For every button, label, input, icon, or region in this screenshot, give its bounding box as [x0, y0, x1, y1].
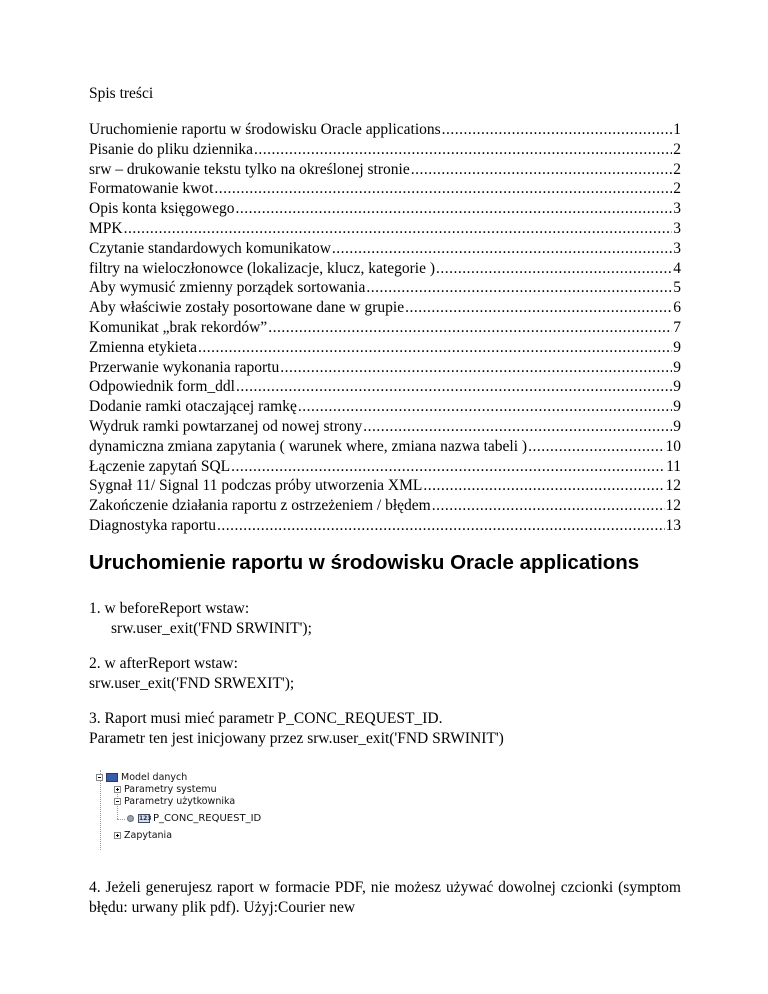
toc-leader-dots	[298, 397, 672, 417]
toc-entry-label[interactable]: Zmienna etykieta	[89, 338, 198, 356]
toc-entry-label[interactable]: dynamiczna zmiana zapytania ( warunek where, zmiana nazwa tabeli )	[89, 437, 528, 455]
tree-node-model[interactable]	[96, 772, 187, 784]
toc-entry-label[interactable]: Komunikat „brak rekordów”	[89, 318, 268, 336]
toc-leader-dots	[528, 437, 664, 457]
toc-entry-label[interactable]: Czytanie standardowych komunikatow	[89, 239, 331, 257]
toc-leader-dots	[124, 219, 673, 239]
toc-entry[interactable]	[89, 120, 681, 140]
toc-entry-page[interactable]: 9	[673, 338, 681, 356]
toc-entry[interactable]	[89, 140, 681, 160]
toc-entry[interactable]	[89, 259, 681, 279]
toc-leader-dots	[280, 358, 672, 378]
toc-entry-page[interactable]: 9	[673, 378, 681, 396]
tree-node-system-params[interactable]	[114, 784, 217, 796]
step-3	[89, 709, 504, 749]
toc-entry[interactable]	[89, 476, 681, 496]
toc-leader-dots	[217, 516, 665, 536]
toc-entry-label[interactable]: Przerwanie wykonania raportu	[89, 358, 280, 376]
toc-entry-label[interactable]: Pisanie do pliku dziennika	[89, 140, 254, 158]
toc-leader-dots	[366, 278, 672, 298]
toc-entry[interactable]	[89, 457, 681, 477]
collapse-icon[interactable]	[96, 774, 103, 781]
toc-entry-label[interactable]: Uruchomienie raportu w środowisku Oracle applications	[89, 121, 441, 138]
toc-entry-label[interactable]: Sygnał 11/ Signal 11 podczas próby utworzenia XML	[89, 477, 423, 495]
expand-icon[interactable]	[114, 832, 121, 839]
toc-entry-page[interactable]: 11	[666, 457, 681, 475]
toc-entry-label[interactable]: Łączenie zapytań SQL	[89, 457, 231, 475]
toc-entry-label[interactable]: Zakończenie działania raportu z ostrzeżeniem / błędem	[89, 497, 431, 515]
table-of-contents	[89, 120, 681, 536]
toc-entry[interactable]	[89, 516, 681, 536]
toc-leader-dots	[436, 259, 672, 279]
step-3-text: 3. Raport musi mieć parametr P_CONC_REQUEST_ID.	[89, 710, 443, 727]
toc-entry-label[interactable]: Aby właściwie zostały posortowane dane w grupie	[89, 299, 405, 317]
expand-icon[interactable]	[114, 786, 121, 793]
tree-node-queries[interactable]	[114, 830, 172, 842]
toc-leader-dots	[423, 476, 664, 496]
toc-leader-dots	[363, 417, 672, 437]
toc-entry[interactable]	[89, 298, 681, 318]
toc-entry[interactable]	[89, 437, 681, 457]
toc-entry-page[interactable]: 10	[665, 437, 681, 455]
toc-entry-page[interactable]: 5	[673, 279, 681, 297]
toc-entry-label[interactable]: MPK	[89, 219, 123, 237]
toc-entry-page[interactable]: 9	[673, 358, 681, 376]
step-3-note: Parametr ten jest inicjowany przez srw.user_exit('FND SRWINIT')	[89, 730, 504, 747]
toc-entry[interactable]	[89, 199, 681, 219]
toc-entry[interactable]	[89, 496, 681, 516]
toc-entry-label[interactable]: Odpowiednik form_ddl	[89, 378, 235, 396]
toc-leader-dots	[442, 120, 673, 140]
toc-entry-page[interactable]: 1	[673, 121, 681, 138]
step-2-code: srw.user_exit('FND SRWEXIT');	[89, 675, 295, 692]
toc-leader-dots	[236, 199, 673, 219]
toc-leader-dots	[405, 298, 672, 318]
toc-entry-label[interactable]: srw – drukowanie tekstu tylko na określonej stronie	[89, 160, 410, 178]
step-1	[89, 599, 312, 639]
toc-entry-label[interactable]: Wydruk ramki powtarzanej od nowej strony	[89, 417, 363, 435]
toc-entry-page[interactable]: 7	[673, 318, 681, 336]
toc-entry-label[interactable]: Aby wymusić zmienny porządek sortowania	[89, 279, 366, 297]
toc-leader-dots	[231, 457, 665, 477]
toc-leader-dots	[236, 377, 672, 397]
toc-entry-label[interactable]: filtry na wieloczłonowce (lokalizacje, klucz, kategorie )	[89, 259, 436, 277]
toc-entry-label[interactable]: Opis konta księgowego	[89, 200, 235, 218]
toc-entry[interactable]	[89, 179, 681, 199]
collapse-icon[interactable]	[114, 798, 121, 805]
toc-entry[interactable]	[89, 278, 681, 298]
step-4: 4. Jeżeli generujesz raport w formacie PDF, nie możesz używać dowolnej czcionki (symptom błędu: urwany plik pdf). Użyj:Courier new	[89, 879, 681, 916]
number-parameter-icon: 123	[139, 815, 152, 822]
toc-leader-dots	[268, 318, 672, 338]
toc-entry-page[interactable]: 2	[673, 140, 681, 158]
toc-leader-dots	[332, 239, 672, 259]
toc-entry[interactable]	[89, 417, 681, 437]
step-2	[89, 654, 294, 694]
tree-node-user-params[interactable]	[114, 796, 235, 808]
tree-node-label: Zapytania	[124, 830, 173, 841]
tree-node-label: Model danych	[121, 772, 188, 783]
toc-entry-page[interactable]: 9	[673, 417, 681, 435]
toc-entry-page[interactable]: 4	[673, 259, 681, 277]
tree-node-label: P_CONC_REQUEST_ID	[153, 813, 262, 824]
toc-entry[interactable]	[89, 358, 681, 378]
tree-node-label: Parametry systemu	[124, 784, 217, 795]
data-model-tree	[93, 764, 313, 856]
toc-entry[interactable]	[89, 338, 681, 358]
toc-entry-label[interactable]: Formatowanie kwot	[89, 180, 214, 198]
toc-entry-page[interactable]: 2	[673, 180, 681, 198]
toc-entry-page[interactable]: 3	[673, 200, 681, 218]
tree-node-param[interactable]	[127, 813, 261, 825]
toc-entry-label[interactable]: Diagnostyka raportu	[89, 516, 216, 534]
toc-entry-page[interactable]: 12	[665, 477, 681, 495]
toc-entry-page[interactable]: 3	[673, 239, 681, 257]
toc-entry[interactable]	[89, 219, 681, 239]
toc-entry-label[interactable]: Dodanie ramki otaczającej ramkę	[89, 398, 297, 416]
toc-entry[interactable]	[89, 377, 681, 397]
tree-node-label: Parametry użytkownika	[124, 796, 236, 807]
toc-leader-dots	[432, 496, 665, 516]
toc-title: Spis treści	[89, 85, 154, 102]
toc-entry-page[interactable]: 2	[673, 160, 681, 178]
parameter-dot-icon	[127, 815, 134, 822]
toc-entry-page[interactable]: 13	[665, 516, 681, 534]
step-1-code: srw.user_exit('FND SRWINIT');	[111, 620, 312, 637]
step-2-text: 2. w afterReport wstaw:	[89, 655, 238, 672]
toc-leader-dots	[198, 338, 672, 358]
section-heading: Uruchomienie raportu w środowisku Oracle applications	[89, 551, 640, 574]
toc-entry-page[interactable]: 12	[665, 497, 681, 515]
toc-entry-page[interactable]: 3	[673, 219, 681, 237]
toc-entry[interactable]	[89, 239, 681, 259]
toc-entry[interactable]	[89, 397, 681, 417]
toc-leader-dots	[214, 179, 672, 199]
toc-entry[interactable]	[89, 318, 681, 338]
toc-leader-dots	[411, 160, 673, 180]
data-model-icon	[106, 773, 118, 782]
step-1-text: 1. w beforeReport wstaw:	[89, 600, 250, 617]
toc-entry-page[interactable]: 6	[673, 299, 681, 317]
toc-entry[interactable]	[89, 160, 681, 180]
toc-entry-page[interactable]: 9	[673, 398, 681, 416]
toc-leader-dots	[254, 140, 672, 160]
